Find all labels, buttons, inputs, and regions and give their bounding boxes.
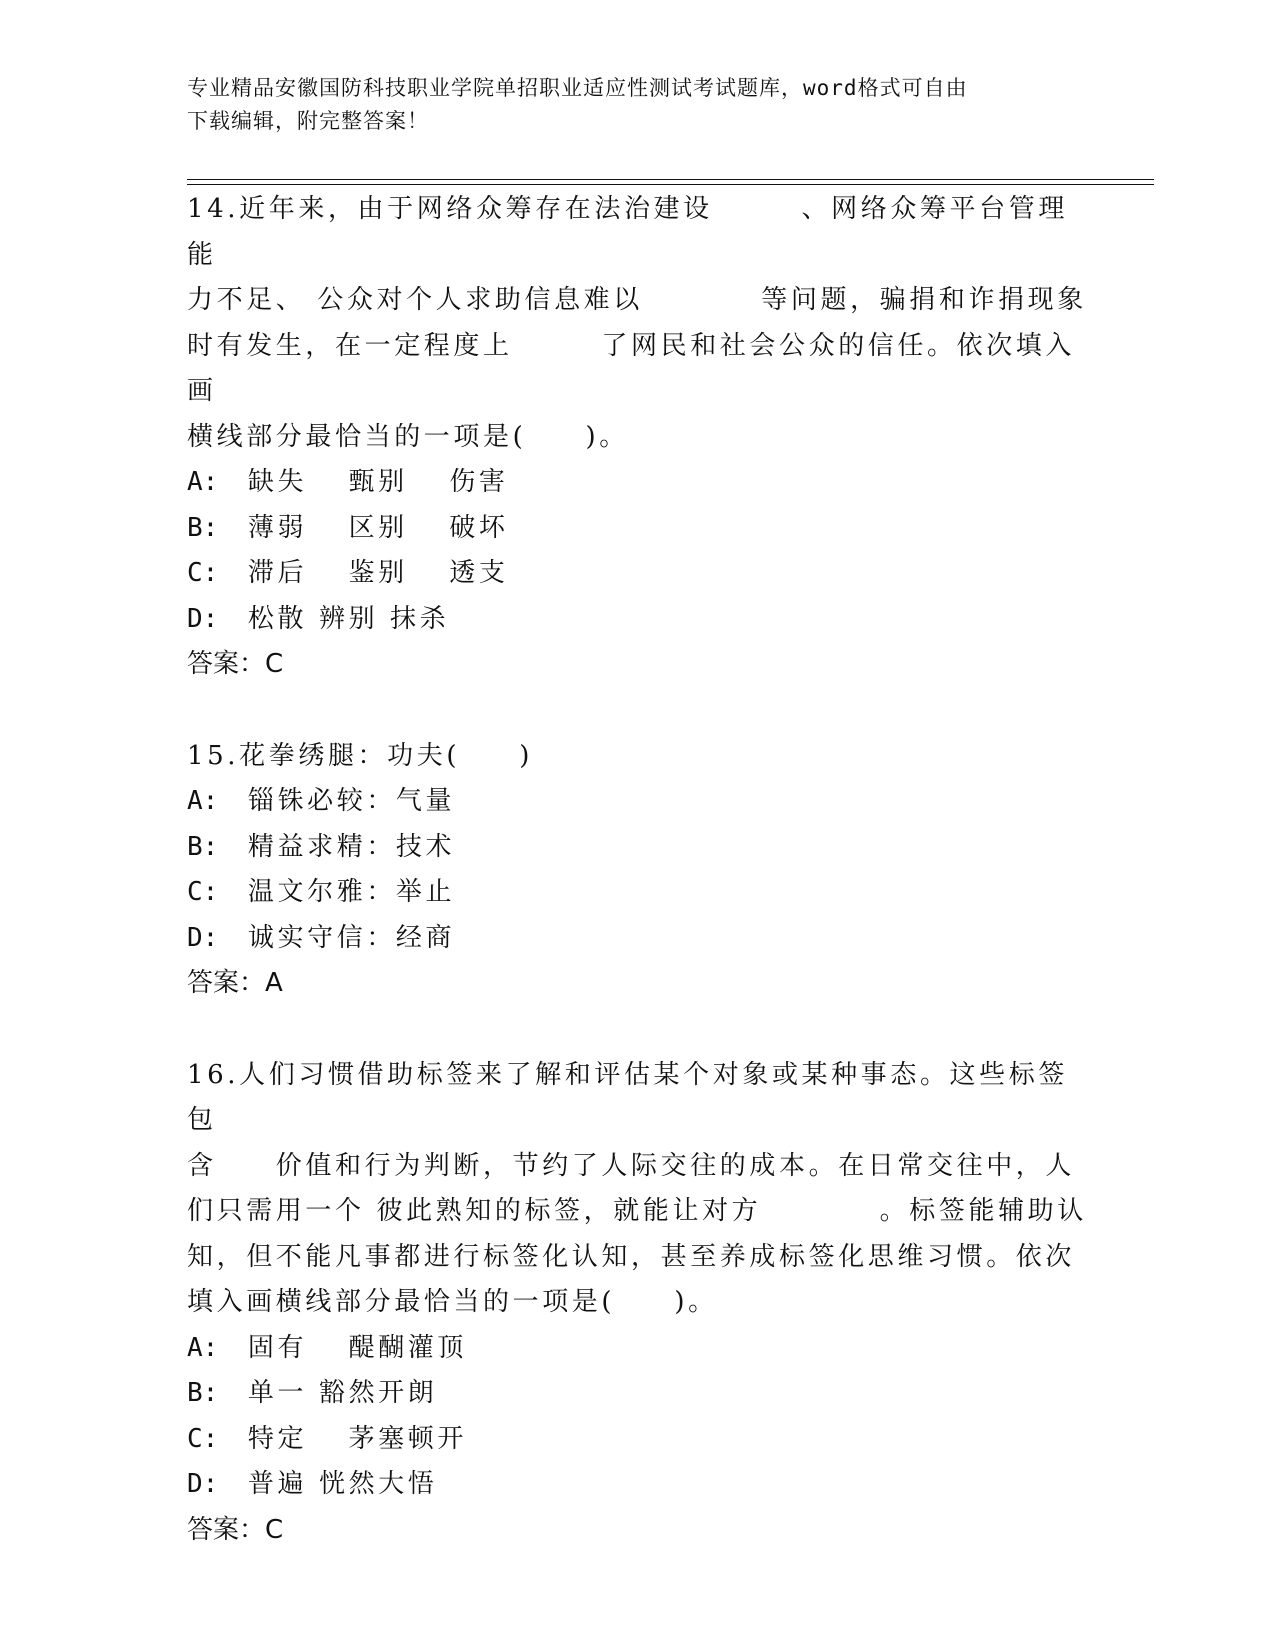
- question-list: [187, 187, 1087, 1553]
- option-letter: D:: [187, 603, 219, 634]
- question-text-line: 们只需用一个 彼此熟知的标签，就能让对方 。标签能辅助认: [187, 1196, 1087, 1226]
- option-letter: D:: [187, 922, 219, 953]
- option-letter: C:: [187, 558, 219, 588]
- option-text: 温文尔雅：举止: [218, 877, 456, 907]
- option-b: [187, 506, 1087, 552]
- option-text: 单一 豁然开朗: [218, 1378, 438, 1408]
- question-text-line: 14.近年来，由于网络众筹存在法治建设 、网络众筹平台管理能: [187, 194, 1068, 270]
- question-spacer: [187, 1007, 1087, 1053]
- option-letter: B:: [187, 512, 219, 543]
- option-a: [187, 460, 1087, 506]
- option-text: 普遍 恍然大悟: [218, 1469, 438, 1499]
- option-letter: D:: [187, 1469, 219, 1499]
- option-d: [187, 597, 1087, 643]
- option-d: [187, 916, 1087, 962]
- option-letter: A:: [187, 1332, 219, 1363]
- option-letter: C:: [187, 1423, 219, 1454]
- option-a: [187, 779, 1087, 825]
- question-text-line: 填入画横线部分最恰当的一项是( )。: [187, 1287, 718, 1317]
- question-spacer: [187, 688, 1087, 734]
- option-text: 精益求精：技术: [218, 831, 456, 862]
- question-text-line: 时有发生，在一定程度上 了网民和社会公众的信任。依次填入画: [187, 330, 1076, 406]
- question-text-line: 知，但不能凡事都进行标签化认知，甚至养成标签化思维习惯。依次: [187, 1241, 1076, 1272]
- document-header: [187, 72, 1067, 138]
- option-text: 固有 醍醐灌顶: [218, 1332, 467, 1363]
- question-text-line: 15.花拳绣腿：功夫( ): [187, 740, 534, 771]
- question-text-line: 16.人们习惯借助标签来了解和评估某个对象或某种事态。这些标签包: [187, 1059, 1068, 1135]
- option-d: [187, 1462, 1087, 1508]
- option-letter: A:: [187, 786, 219, 816]
- option-letter: C:: [187, 877, 219, 907]
- answer-line: 答案：C: [187, 649, 284, 679]
- option-text: 诚实守信：经商: [218, 922, 456, 953]
- option-a: [187, 1326, 1087, 1372]
- option-text: 松散 辨别 抹杀: [218, 603, 450, 634]
- option-text: 滞后 鉴别 透支: [218, 558, 509, 588]
- option-letter: B:: [187, 1378, 219, 1408]
- option-text: 薄弱 区别 破坏: [218, 512, 509, 543]
- header-line-2: 下载编辑，附完整答案！: [187, 109, 429, 133]
- option-letter: A:: [187, 467, 219, 497]
- header-line-1: 专业精品安徽国防科技职业学院单招职业适应性测试考试题库，word格式可自由: [187, 76, 968, 100]
- header-divider-top: [187, 179, 1154, 180]
- option-b: [187, 1371, 1087, 1417]
- option-text: 缺失 甄别 伤害: [218, 467, 509, 497]
- answer-line: 答案：C: [187, 1514, 284, 1545]
- question-15: [187, 734, 1087, 1007]
- option-text: 特定 茅塞顿开: [218, 1423, 467, 1454]
- option-c: [187, 1417, 1087, 1463]
- question-text-line: 含 价值和行为判断，节约了人际交往的成本。在日常交往中，人: [187, 1150, 1076, 1181]
- option-b: [187, 825, 1087, 871]
- option-c: [187, 551, 1087, 597]
- option-letter: B:: [187, 831, 219, 862]
- question-16: [187, 1053, 1087, 1554]
- option-c: [187, 870, 1087, 916]
- question-14: [187, 187, 1087, 688]
- question-text-line: 横线部分最恰当的一项是( )。: [187, 421, 629, 452]
- answer-line: 答案：A: [187, 968, 283, 998]
- option-text: 锱铢必较：气量: [218, 786, 456, 816]
- question-text-line: 力不足、 公众对个人求助信息难以 等问题，骗捐和诈捐现象: [187, 285, 1087, 315]
- header-divider-bottom: [187, 184, 1154, 185]
